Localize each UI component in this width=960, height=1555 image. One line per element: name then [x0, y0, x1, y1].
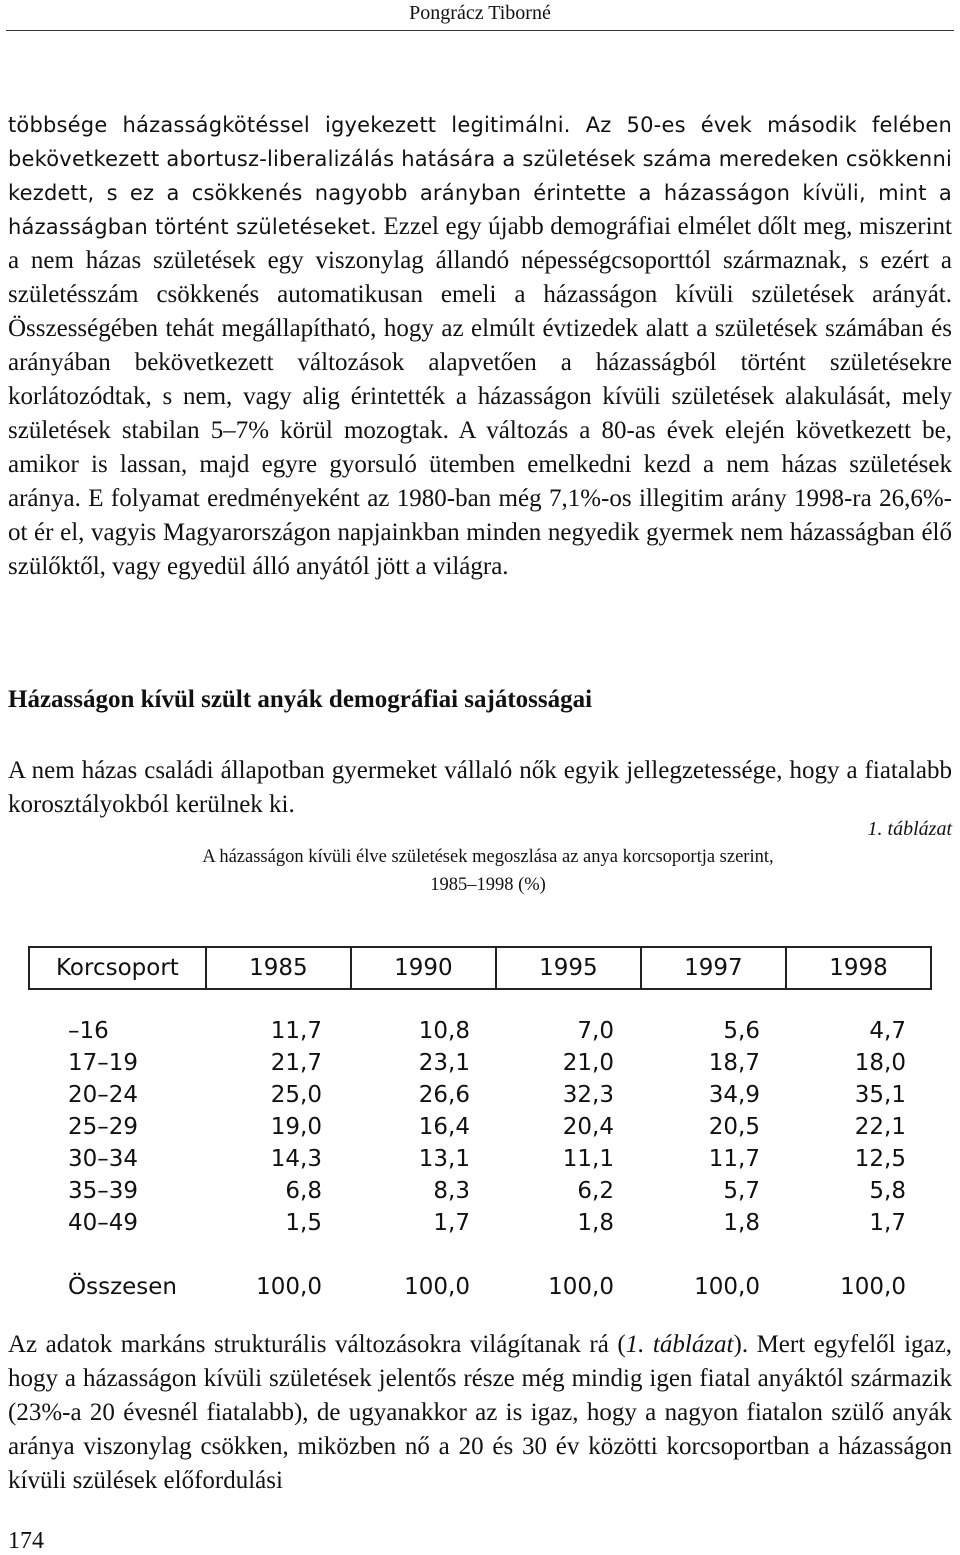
section-heading: Házasságon kívül szült anyák demográfiai sajátosságai [8, 686, 593, 713]
table-caption-line1: A házasságon kívüli élve születések megoszlása az anya korcsoportja szerint, [202, 847, 774, 867]
row-age-group: 40–49 [68, 1210, 139, 1236]
table-label: 1. táblázat [867, 818, 952, 840]
paragraph-3-after: ). Mert egyfelől igaz, hogy a házasságon kívüli születések jelentős része még mindig igen fiatal anyáktól származik (23%-a 20 évesnél fiatalabb), de ugyanakkor az is igaz, hogy a nagyon fiatalon szülő anyák aránya viszonylag csökken, miközben nő a 20 és 30 év közötti korcsoportban a házasságon kívüli szülések előfordulási [8, 1331, 952, 1494]
table-cell: 10,8 [418, 1018, 470, 1044]
table-row [28, 1176, 932, 1206]
running-header [6, 0, 954, 31]
column-header-age-group: Korcsoport [30, 948, 207, 988]
table-cell: 100,0 [404, 1274, 470, 1300]
table-cell: 1,7 [869, 1210, 906, 1236]
column-header-1995: 1995 [497, 948, 642, 988]
column-header-1990: 1990 [352, 948, 497, 988]
row-total-label: Összesen [68, 1274, 178, 1300]
table-cell: 11,7 [708, 1146, 760, 1172]
table-reference: 1. táblázat [625, 1331, 734, 1358]
column-header-1997: 1997 [642, 948, 787, 988]
table-cell: 21,7 [270, 1050, 322, 1076]
table-cell: 22,1 [854, 1114, 906, 1140]
table-total-row [28, 1272, 932, 1302]
header-author: Pongrácz Tiborné [409, 2, 551, 24]
table-row [28, 1144, 932, 1174]
table-cell: 1,7 [433, 1210, 470, 1236]
paragraph-3-before: Az adatok markáns strukturális változásokra világítanak rá ( [8, 1331, 626, 1358]
table-cell: 5,7 [723, 1178, 760, 1204]
table-caption [0, 843, 960, 899]
table-cell: 21,0 [562, 1050, 614, 1076]
age-distribution-table [28, 946, 932, 1306]
table-cell: 100,0 [694, 1274, 760, 1300]
paragraph-1-rest: Ezzel egy újabb demográfiai elmélet dőlt meg, miszerint a nem házas születések egy viszonylag állandó népességcsoporttól származnak, s ezért a születésszám csökkenés automatikusan emeli a házasságon kívüli születések arányát. Összességében tehát megállapítható, hogy az elmúlt évtizedek alatt a születések számában és arányában bekövetkezett változások alapvetően a házasságból történt születésekre korlátozódtak, s nem, vagy alig érintették a házasságon kívüli születések alakulását, mely születések stabilan 5–7% körül mozogtak. A változás a 80-as évek elején következett be, amikor is lassan, majd egyre gyorsuló ütemben emelkedni kezd a nem házas születések aránya. E folyamat eredményeként az 1980-ban még 7,1%-os illegitim arány 1998-ra 26,6%-ot ér el, vagyis Magyarországon napjainkban minden negyedik gyermek nem házasságban élő szülőktől, vagy egyedül álló anyától jött a világra. [8, 213, 952, 580]
row-age-group: –16 [68, 1018, 109, 1044]
table-cell: 18,7 [708, 1050, 760, 1076]
table-cell: 8,3 [433, 1178, 470, 1204]
table-row [28, 1016, 932, 1046]
table-cell: 7,0 [577, 1018, 614, 1044]
page-number: 174 [8, 1528, 44, 1554]
table-cell: 16,4 [418, 1114, 470, 1140]
table-row [28, 1208, 932, 1238]
table-cell: 5,6 [723, 1018, 760, 1044]
table-cell: 26,6 [418, 1082, 470, 1108]
table-cell: 1,8 [577, 1210, 614, 1236]
table-cell: 100,0 [256, 1274, 322, 1300]
row-age-group: 25–29 [68, 1114, 139, 1140]
table-caption-line2: 1985–1998 (%) [430, 875, 546, 895]
table-header-row [28, 946, 932, 990]
table-cell: 1,8 [723, 1210, 760, 1236]
table-cell: 35,1 [854, 1082, 906, 1108]
table-cell: 13,1 [418, 1146, 470, 1172]
table-cell: 23,1 [418, 1050, 470, 1076]
table-row [28, 1048, 932, 1078]
column-header-1998: 1998 [829, 955, 888, 981]
table-cell: 14,3 [270, 1146, 322, 1172]
table-row [28, 1112, 932, 1142]
table-cell: 12,5 [854, 1146, 906, 1172]
table-cell: 20,4 [562, 1114, 614, 1140]
paragraph-1-lead: többsége házasságkötéssel igyekezett legitimálni. Az 50-es évek második felében bekövetkezett abortusz-liberalizálás hatására a születések száma meredeken csökkenni kezdett, s ez a csökkenés nagyobb arányban érintette a házasságon kívüli, mint a házasságban történt születéseket. [8, 113, 952, 239]
row-age-group: 17–19 [68, 1050, 139, 1076]
table-cell: 11,1 [562, 1146, 614, 1172]
row-age-group: 30–34 [68, 1146, 139, 1172]
table-cell: 20,5 [708, 1114, 760, 1140]
table-cell: 1,5 [285, 1210, 322, 1236]
paragraph-1 [8, 108, 952, 584]
table-cell: 18,0 [854, 1050, 906, 1076]
table-cell: 100,0 [548, 1274, 614, 1300]
table-cell: 100,0 [840, 1274, 906, 1300]
table-cell: 32,3 [562, 1082, 614, 1108]
table-cell: 6,2 [577, 1178, 614, 1204]
table-cell: 11,7 [270, 1018, 322, 1044]
paragraph-3 [8, 1328, 952, 1498]
column-header-1985: 1985 [207, 948, 352, 988]
table-cell: 34,9 [708, 1082, 760, 1108]
table-cell: 25,0 [270, 1082, 322, 1108]
row-age-group: 35–39 [68, 1178, 139, 1204]
section-paragraph: A nem házas családi állapotban gyermeket vállaló nők egyik jellegzetessége, hogy a fiatalabb korosztályokból kerülnek ki. [8, 757, 952, 818]
table-cell: 5,8 [869, 1178, 906, 1204]
table-cell: 19,0 [270, 1114, 322, 1140]
table-cell: 4,7 [869, 1018, 906, 1044]
row-age-group: 20–24 [68, 1082, 139, 1108]
table-row [28, 1080, 932, 1110]
table-cell: 6,8 [285, 1178, 322, 1204]
